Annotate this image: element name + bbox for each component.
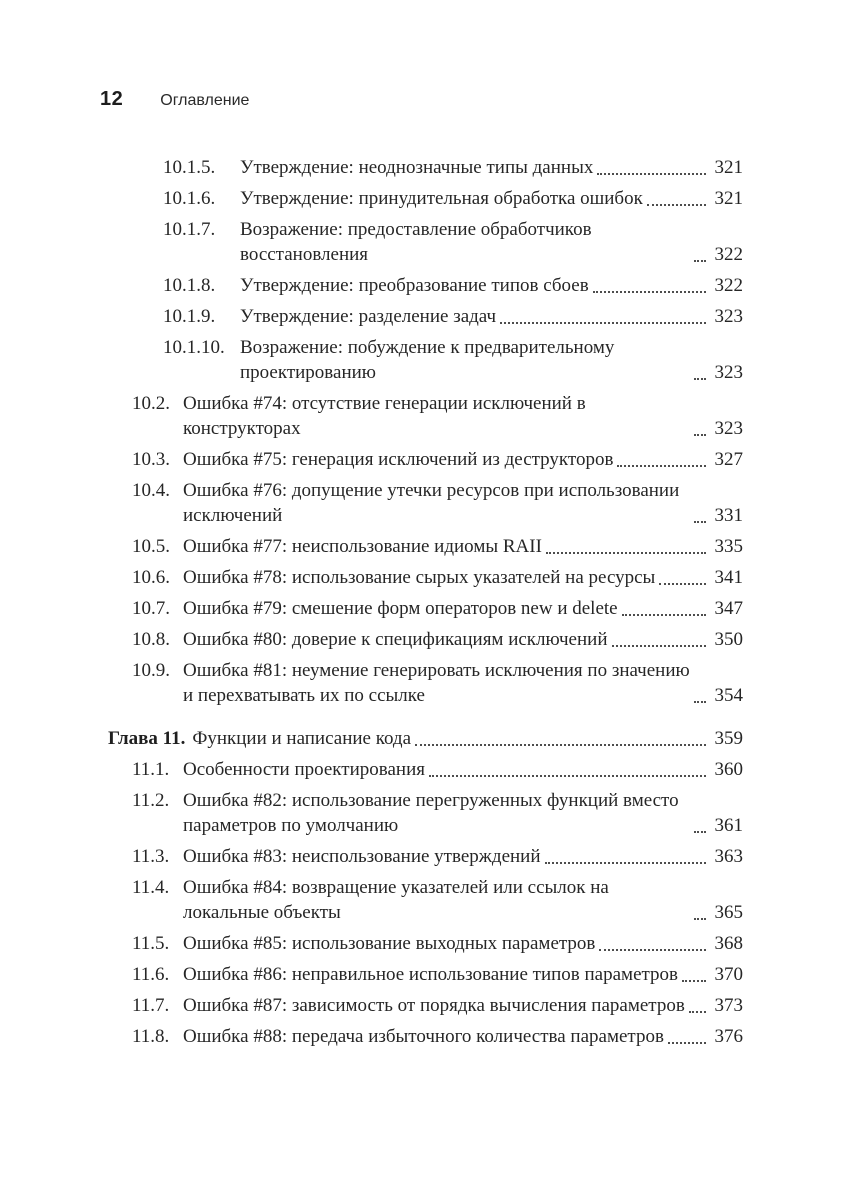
toc-entry (163, 335, 743, 385)
toc-entry-title: Возражение: предоставление обработчиков восстановления (240, 219, 592, 265)
dotted-leader (415, 744, 706, 746)
dotted-leader (694, 378, 706, 380)
toc-entry-number: 11.4. (132, 877, 170, 898)
toc-entry-number: 10.2. (132, 393, 170, 414)
toc-entry-page: 350 (714, 629, 743, 650)
toc-entry-page: 368 (714, 933, 743, 954)
toc-entry-number: 10.1.9. (163, 306, 216, 327)
toc-entry-page: 322 (714, 244, 743, 265)
toc-entry-title: Ошибка #81: неумение генерировать исключения по значению и перехватывать их по ссылке (183, 660, 690, 706)
toc-entry-title: Ошибка #79: смешение форм операторов new и delete (183, 598, 618, 619)
toc-entry (108, 726, 743, 751)
toc-entry-title: Возражение: побуждение к предварительному проектированию (240, 337, 615, 383)
toc-entry (132, 447, 743, 472)
toc-entry-title: Утверждение: разделение задач (240, 306, 497, 327)
toc-entry (163, 304, 743, 329)
toc-entry-number: 10.1.7. (163, 219, 216, 240)
toc-entry-number: 11.8. (132, 1026, 170, 1047)
page-number: 12 (100, 88, 124, 110)
toc-entry-number: 10.1.5. (163, 157, 216, 178)
toc-entry-page: 354 (714, 685, 743, 706)
toc-entry-number: Глава 11. (108, 728, 186, 749)
toc-entry (132, 757, 743, 782)
toc-entry-page: 321 (714, 188, 743, 209)
toc-entry-title: Ошибка #80: доверие к спецификациям исключений (183, 629, 608, 650)
toc-entry-number: 10.4. (132, 480, 170, 501)
toc-entry-number: 10.8. (132, 629, 170, 650)
toc-entry-title: Ошибка #88: передача избыточного количества параметров (183, 1026, 664, 1047)
toc-entry-number: 11.5. (132, 933, 170, 954)
dotted-leader (429, 775, 706, 777)
toc-entry-number: 10.7. (132, 598, 170, 619)
toc-entry-page: 331 (714, 505, 743, 526)
toc-entry-title: Ошибка #87: зависимость от порядка вычисления параметров (183, 995, 685, 1016)
dotted-leader (545, 862, 706, 864)
toc-list (105, 155, 743, 1049)
dotted-leader (689, 1011, 706, 1013)
toc-entry (132, 1024, 743, 1049)
toc-entry (132, 875, 743, 925)
dotted-leader (597, 173, 706, 175)
toc-entry (132, 844, 743, 869)
toc-entry (132, 993, 743, 1018)
toc-entry (163, 155, 743, 180)
dotted-leader (617, 465, 706, 467)
dotted-leader (599, 949, 706, 951)
toc-entry-number: 10.1.6. (163, 188, 216, 209)
toc-entry-number: 10.5. (132, 536, 170, 557)
dotted-leader (659, 583, 706, 585)
toc-entry-number: 11.3. (132, 846, 170, 867)
toc-entry-title: Ошибка #75: генерация исключений из деструкторов (183, 449, 614, 470)
toc-entry-page: 365 (714, 902, 743, 923)
dotted-leader (682, 980, 706, 982)
toc-entry-number: 11.1. (132, 759, 170, 780)
toc-entry (163, 273, 743, 298)
toc-entry-page: 322 (714, 275, 743, 296)
toc-entry-number: 10.3. (132, 449, 170, 470)
toc-entry (132, 658, 743, 708)
toc-entry-page: 363 (714, 846, 743, 867)
toc-entry-number: 10.1.10. (163, 337, 225, 358)
toc-entry-title: Ошибка #83: неиспользование утверждений (183, 846, 541, 867)
toc-entry (132, 962, 743, 987)
toc-entry-page: 321 (714, 157, 743, 178)
toc-entry (132, 534, 743, 559)
toc-entry (163, 217, 743, 267)
dotted-leader (593, 291, 706, 293)
dotted-leader (694, 434, 706, 436)
dotted-leader (694, 701, 706, 703)
toc-entry-title: Ошибка #78: использование сырых указателей на ресурсы (183, 567, 656, 588)
page-header (100, 88, 743, 111)
toc-entry-title: Утверждение: неоднозначные типы данных (240, 157, 594, 178)
dotted-leader (546, 552, 706, 554)
toc-entry-page: 327 (714, 449, 743, 470)
toc-entry-number: 10.6. (132, 567, 170, 588)
toc-entry-page: 341 (714, 567, 743, 588)
toc-entry-title: Ошибка #74: отсутствие генерации исключений в конструкторах (183, 393, 586, 439)
dotted-leader (668, 1042, 706, 1044)
toc-entry-title: Ошибка #82: использование перегруженных функций вместо параметров по умолчанию (183, 790, 679, 836)
toc-entry (132, 931, 743, 956)
toc-entry-number: 11.7. (132, 995, 170, 1016)
toc-entry-number: 10.9. (132, 660, 170, 681)
toc-entry-title: Ошибка #86: неправильное использование типов параметров (183, 964, 679, 985)
dotted-leader (694, 260, 706, 262)
toc-entry (132, 627, 743, 652)
toc-entry (132, 478, 743, 528)
toc-entry-page: 323 (714, 362, 743, 383)
toc-entry (163, 186, 743, 211)
toc-entry-page: 359 (714, 728, 743, 749)
dotted-leader (647, 204, 706, 206)
toc-entry-title: Ошибка #85: использование выходных параметров (183, 933, 596, 954)
dotted-leader (622, 614, 706, 616)
dotted-leader (500, 322, 706, 324)
toc-entry (132, 596, 743, 621)
toc-entry-number: 11.6. (132, 964, 170, 985)
dotted-leader (694, 918, 706, 920)
toc-entry-page: 347 (714, 598, 743, 619)
toc-entry (132, 788, 743, 838)
toc-entry-number: 10.1.8. (163, 275, 216, 296)
toc-entry-title: Функции и написание кода (192, 728, 412, 749)
toc-entry-title: Ошибка #77: неиспользование идиомы RAII (183, 536, 542, 557)
toc-entry-number: 11.2. (132, 790, 170, 811)
toc-entry-page: 376 (714, 1026, 743, 1047)
dotted-leader (612, 645, 707, 647)
toc-entry-title: Ошибка #76: допущение утечки ресурсов при использовании исключений (183, 480, 680, 526)
toc-entry (132, 565, 743, 590)
toc-entry-title: Особенности проектирования (183, 759, 425, 780)
toc-entry-title: Утверждение: принудительная обработка ошибок (240, 188, 643, 209)
toc-entry-page: 323 (714, 418, 743, 439)
toc-entry (132, 391, 743, 441)
toc-entry-page: 370 (714, 964, 743, 985)
toc-entry-page: 361 (714, 815, 743, 836)
running-title: Оглавление (160, 92, 250, 109)
dotted-leader (694, 521, 706, 523)
toc-entry-title: Ошибка #84: возвращение указателей или ссылок на локальные объекты (183, 877, 609, 923)
toc-entry-page: 360 (714, 759, 743, 780)
dotted-leader (694, 831, 706, 833)
toc-entry-page: 335 (714, 536, 743, 557)
toc-entry-title: Утверждение: преобразование типов сбоев (240, 275, 589, 296)
toc-entry-page: 323 (714, 306, 743, 327)
toc-entry-page: 373 (714, 995, 743, 1016)
